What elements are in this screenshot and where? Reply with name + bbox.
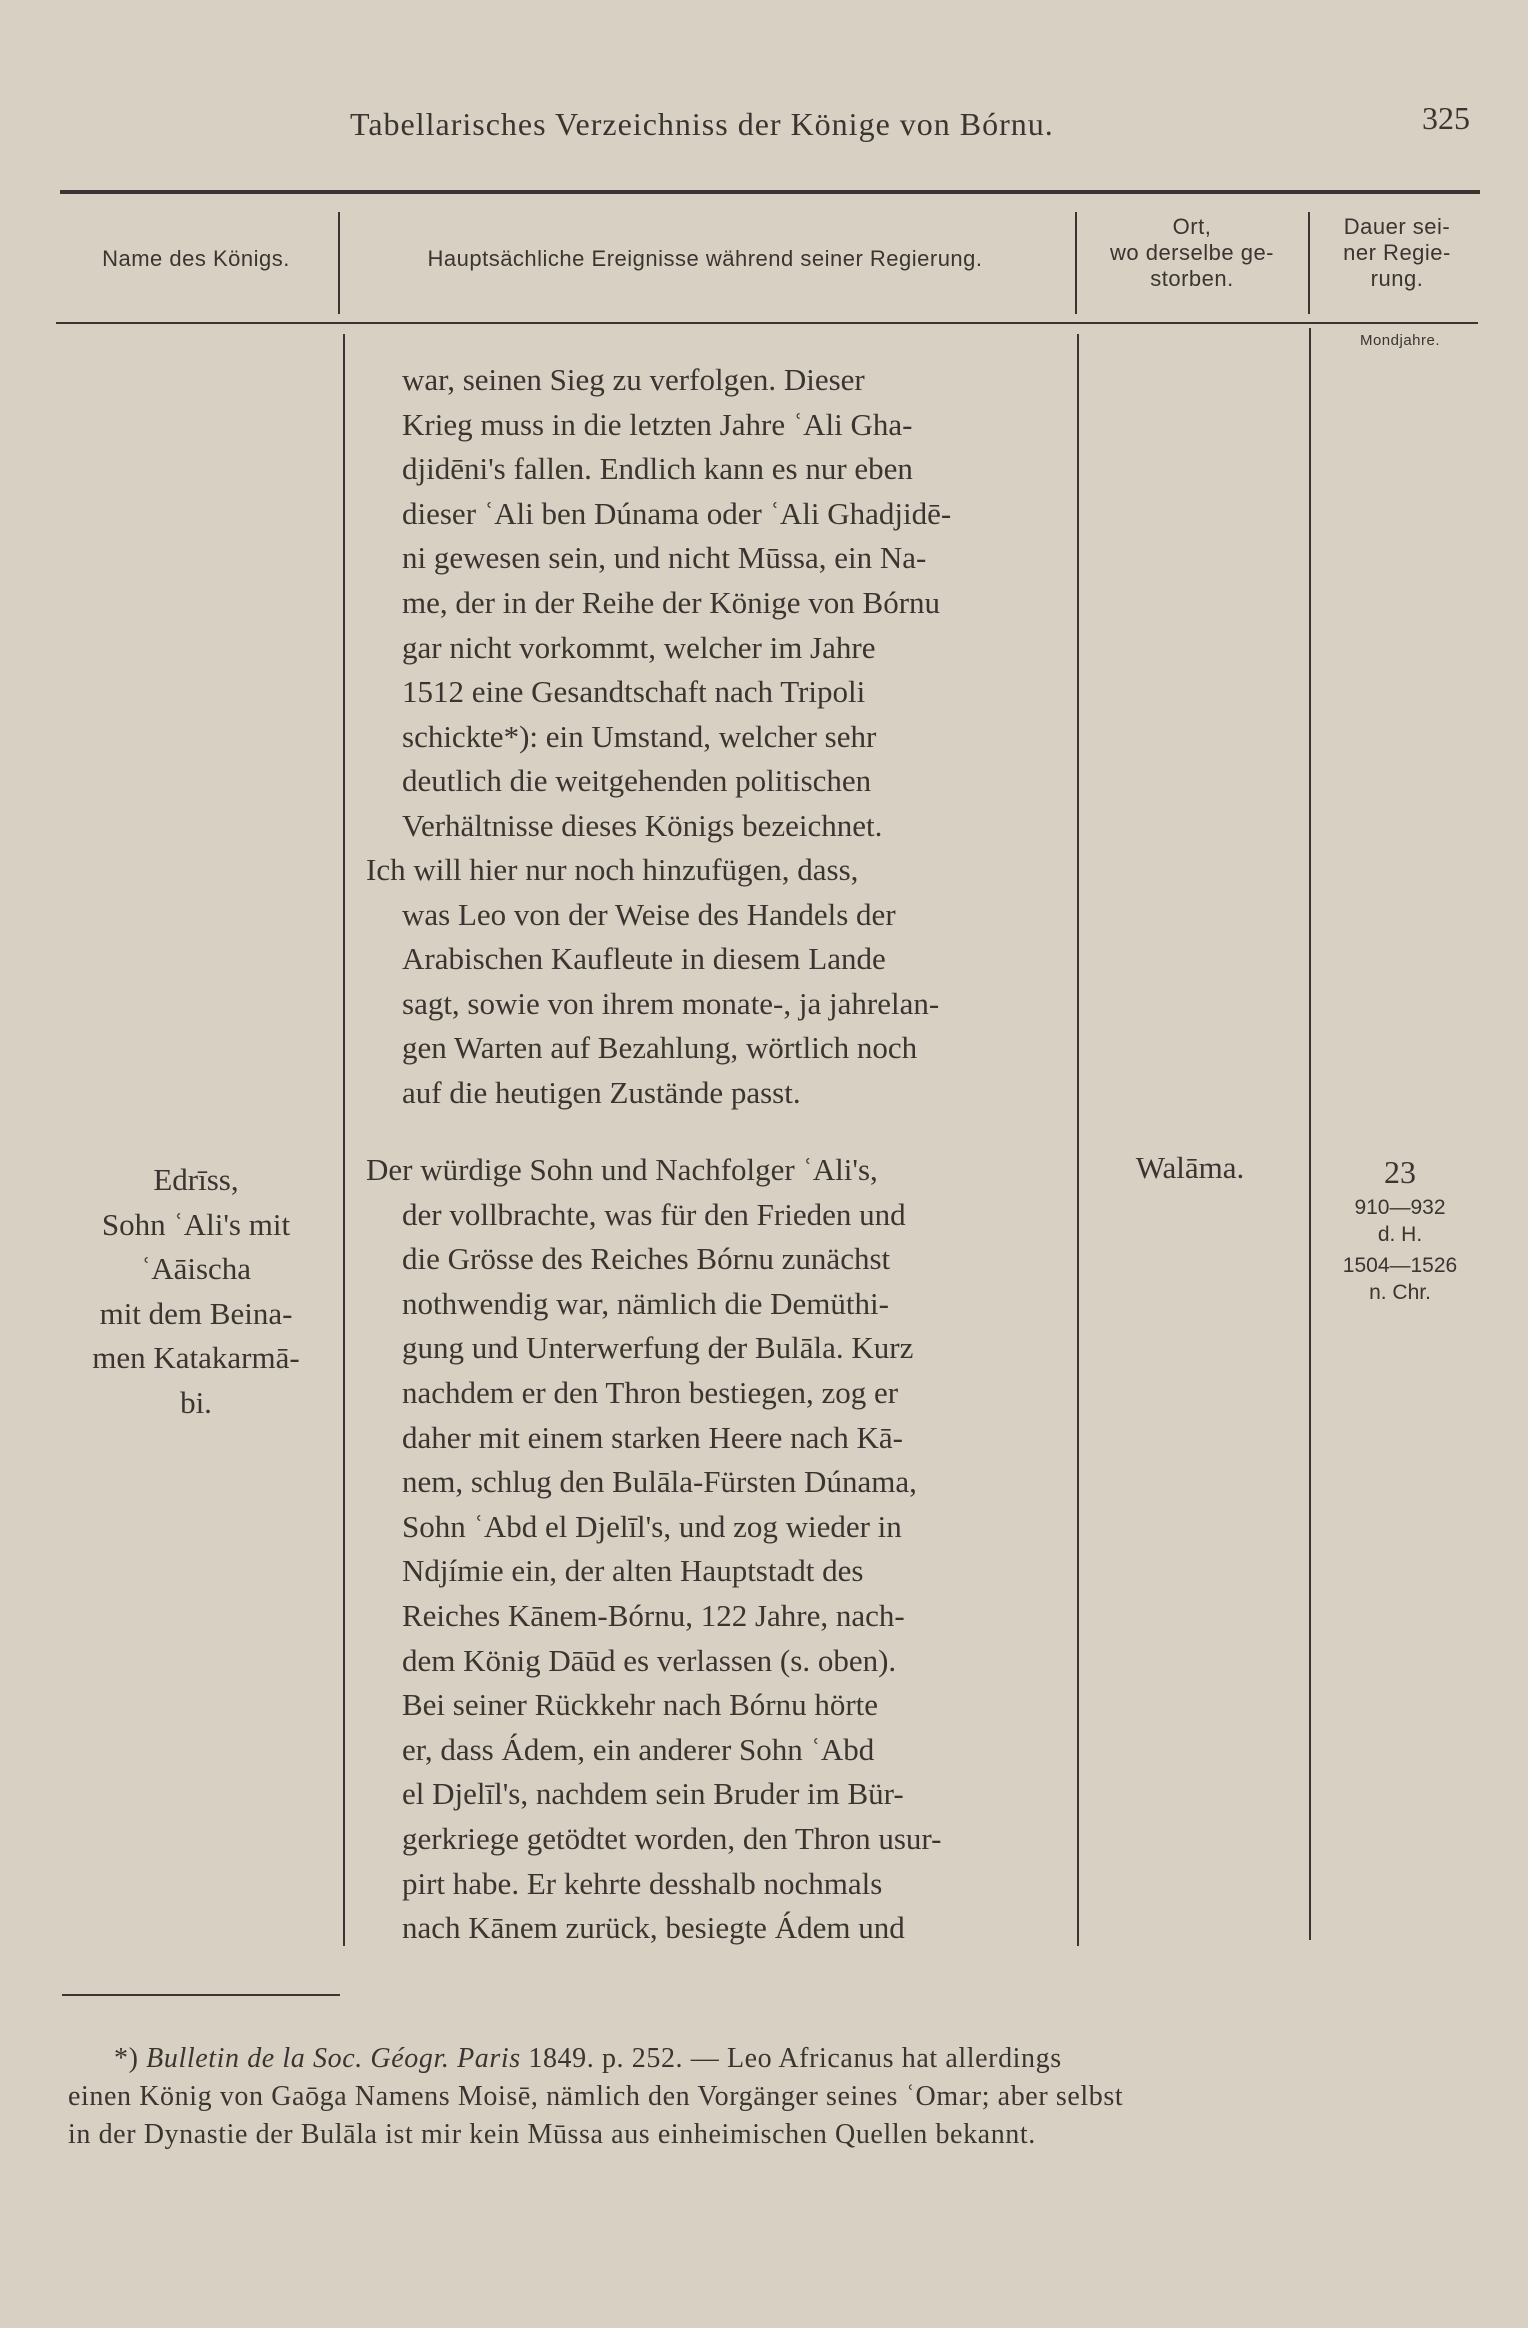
divider-3 bbox=[1309, 328, 1311, 1940]
divider-2-head bbox=[1075, 212, 1077, 314]
events-cell: Der würdige Sohn und Nachfolger ʿAli's, der vollbrachte, was für den Frieden und die Grösse des Reiches Bórnu zunächst nothwendig war, nämlich die Demüthi- gung und Unterwerfung der Bulāla. Kurz nachdem er den Thron bestiegen, zog er daher mit einem starken Heere nach Kā- nem, schlug den Bulāla-Fürsten Dúnama, Sohn ʿAbd el Djelīl's, und zog wieder in Ndjímie ein, der alten Hauptstadt des Reiches Kānem-Bórnu, 122 Jahre, nach- dem König Dāūd es verlassen (s. oben). Bei seiner Rückkehr nach Bórnu hörte er, dass Ádem, ein anderer Sohn ʿAbd el Djelīl's, nachdem sein Bruder im Bür- gerkriege getödtet worden, den Thron usur- pirt habe. Er kehrte desshalb nochmals nach Kānem zurück, besiegte Ádem und bbox=[366, 1152, 942, 1946]
running-head: Tabellarisches Verzeichniss der Könige von Bórnu. bbox=[350, 106, 1054, 142]
divider-1 bbox=[343, 334, 345, 1946]
duration-unit: Mondjahre. bbox=[1359, 332, 1441, 349]
header-place: Ort, wo derselbe ge- storben. bbox=[1109, 214, 1275, 291]
continuation-text: war, seinen Sieg zu verfolgen. Dieser Krieg muss in die letzten Jahre ʿAli Gha- djidēni's fallen. Endlich kann es nur eben dieser ʿAli ben Dúnama oder ʿAli Ghadjidē- ni gewesen sein, und nicht Mūssa, ein Na- me, der in der Reihe der Könige von Bórnu gar nicht vorkommt, welcher im Jahre 1512 eine Gesandtschaft nach Tripoli schickte*): ein Umstand, welcher sehr deutlich die weitgehenden politischen Verhältnisse dieses Königs bezeichnet. bbox=[402, 362, 952, 843]
hijri-range: 910—932 bbox=[1354, 1196, 1446, 1219]
footnote-line-3: in der Dynastie der Bulāla ist mir kein Mūssa aus einheimischen Quellen bekannt. bbox=[68, 2119, 1036, 2150]
header-events: Hauptsächliche Ereignisse während seiner Regierung. bbox=[427, 246, 983, 271]
table-top-rule bbox=[60, 190, 1480, 194]
place-of-death: Walāma. bbox=[1135, 1150, 1245, 1185]
footnote-line-1: *) Bulletin de la Soc. Géogr. Paris 1849. p. 252. — Leo Africanus hat allerdings bbox=[114, 2043, 1062, 2074]
footnote-rule bbox=[62, 1994, 340, 1996]
reign-duration bbox=[1320, 1150, 1480, 1306]
footnote bbox=[68, 2040, 1484, 2154]
footnote-line-2: einen König von Gaōga Namens Moisē, nämlich den Vorgänger seines ʿOmar; aber selbst bbox=[68, 2081, 1124, 2112]
ad-range: 1504—1526 bbox=[1342, 1254, 1458, 1277]
header-duration: Dauer sei- ner Regie- rung. bbox=[1343, 214, 1451, 291]
header-rule bbox=[56, 322, 1478, 324]
hijri-label: d. H. bbox=[1377, 1223, 1423, 1246]
ad-label: n. Chr. bbox=[1369, 1281, 1431, 1304]
king-name-cell: Edrīss, Sohn ʿAli's mit ʿAāischa mit dem Beina- men Katakarmā- bi. bbox=[92, 1162, 300, 1420]
continuation-paragraph-2: Ich will hier nur noch hinzufügen, dass, was Leo von der Weise des Handels der Arabischen Kaufleute in diesem Lande sagt, sowie von ihrem monate-, ja jahrelan- gen Warten auf Bezahlung, wörtlich noch auf die heutigen Zustände passt. bbox=[366, 852, 940, 1110]
divider-2 bbox=[1077, 334, 1079, 1946]
page-number: 325 bbox=[1422, 100, 1470, 136]
divider-1-head bbox=[338, 212, 340, 314]
divider-3-head bbox=[1308, 212, 1310, 314]
header-king-name: Name des Königs. bbox=[102, 246, 290, 271]
moon-years: 23 bbox=[1384, 1154, 1416, 1190]
